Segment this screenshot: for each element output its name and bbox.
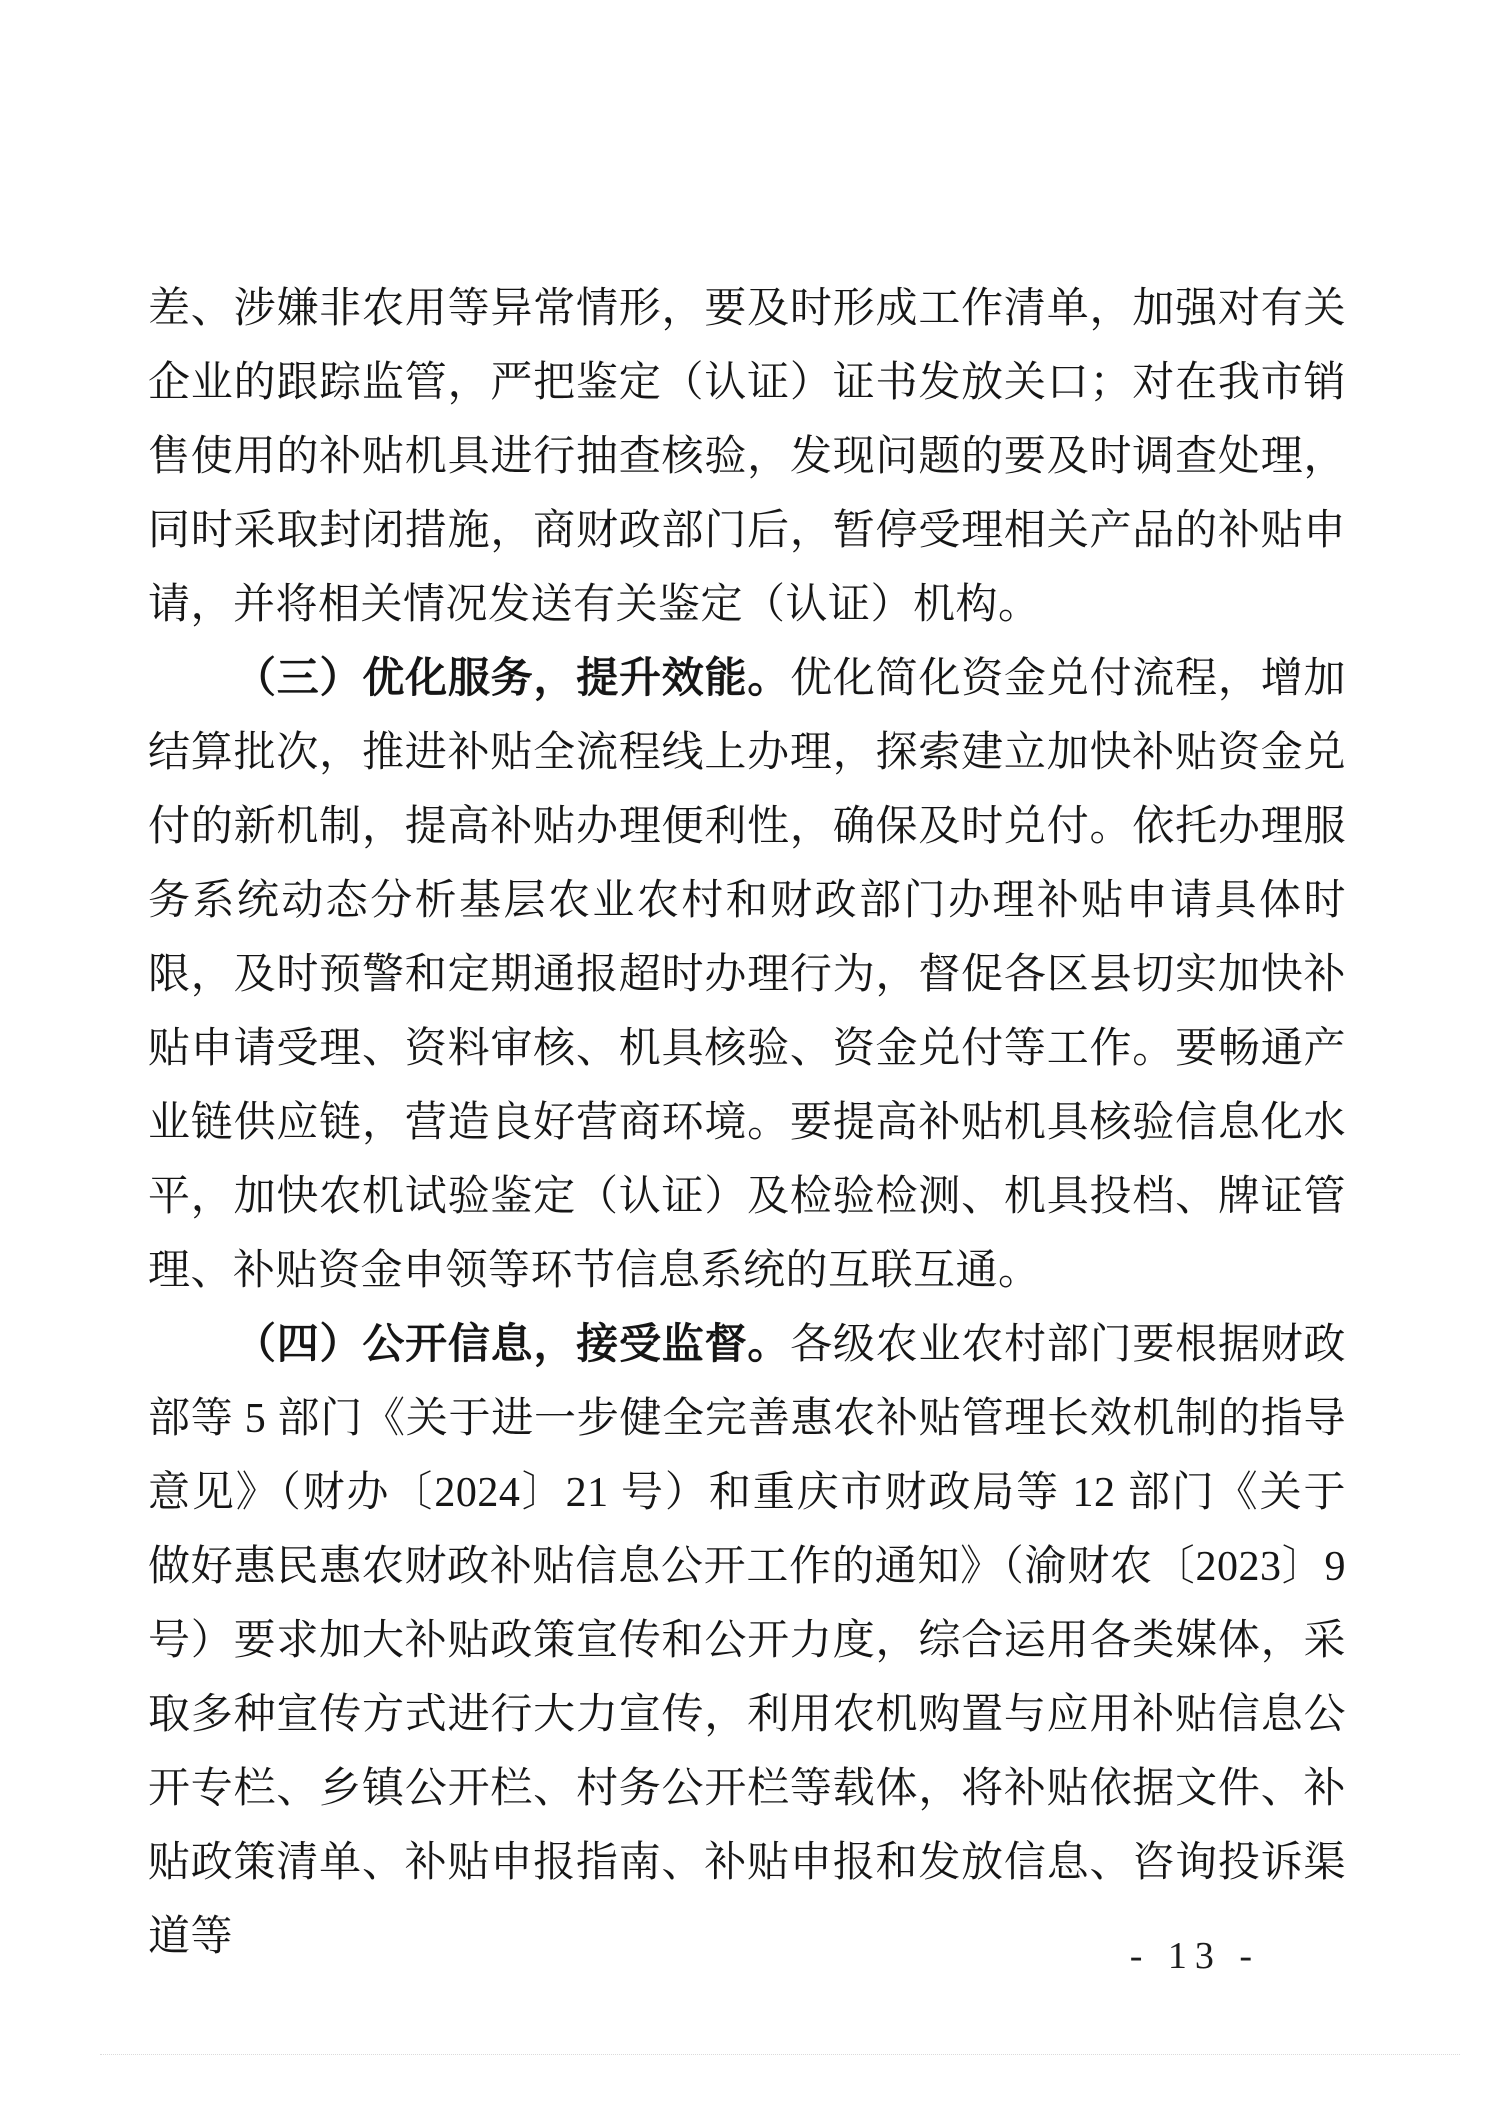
section-3-paragraph [148,642,1346,1308]
document-body [148,272,1346,1974]
page-number: - 13 - [1129,1935,1260,1977]
paragraph-continued-text: 差、涉嫌非农用等异常情形，要及时形成工作清单，加强对有关企业的跟踪监管，严把鉴定（认证）证书发放关口；对在我市销售使用的补贴机具进行抽查核验，发现问题的要及时调查处理，同时采取封闭措施，商财政部门后，暂停受理相关产品的补贴申请，并将相关情况发送有关鉴定（认证）机构。 [148,286,1346,628]
scan-artifact-line [100,2054,1460,2055]
section-4-heading: （四）公开信息，接受监督。 [234,1322,791,1368]
paragraph-continued [148,272,1346,642]
section-4-body-text: 各级农业农村部门要根据财政部等 5 部门《关于进一步健全完善惠农补贴管理长效机制的指导意见》（财办〔2024〕21 号）和重庆市财政局等 12 部门《关于做好惠民惠农财政补贴信息公开工作的通知》（渝财农〔2023〕9 号）要求加大补贴政策宣传和公开力度，综合运用各类媒体，采取多种宣传方式进行大力宣传，利用农机购置与应用补贴信息公开专栏、乡镇公开栏、村务公开栏等载体，将补贴依据文件、补贴政策清单、补贴申报指南、补贴申报和发放信息、咨询投诉渠道等 [148,1322,1346,1960]
section-3-body-text: 优化简化资金兑付流程，增加结算批次，推进补贴全流程线上办理，探索建立加快补贴资金兑付的新机制，提高补贴办理便利性，确保及时兑付。依托办理服务系统动态分析基层农业农村和财政部门办理补贴申请具体时限，及时预警和定期通报超时办理行为，督促各区县切实加快补贴申请受理、资料审核、机具核验、资金兑付等工作。要畅通产业链供应链，营造良好营商环境。要提高补贴机具核验信息化水平，加快农机试验鉴定（认证）及检验检测、机具投档、牌证管理、补贴资金申领等环节信息系统的互联互通。 [148,656,1346,1294]
section-4-paragraph [148,1308,1346,1974]
section-3-heading: （三）优化服务，提升效能。 [234,656,791,702]
